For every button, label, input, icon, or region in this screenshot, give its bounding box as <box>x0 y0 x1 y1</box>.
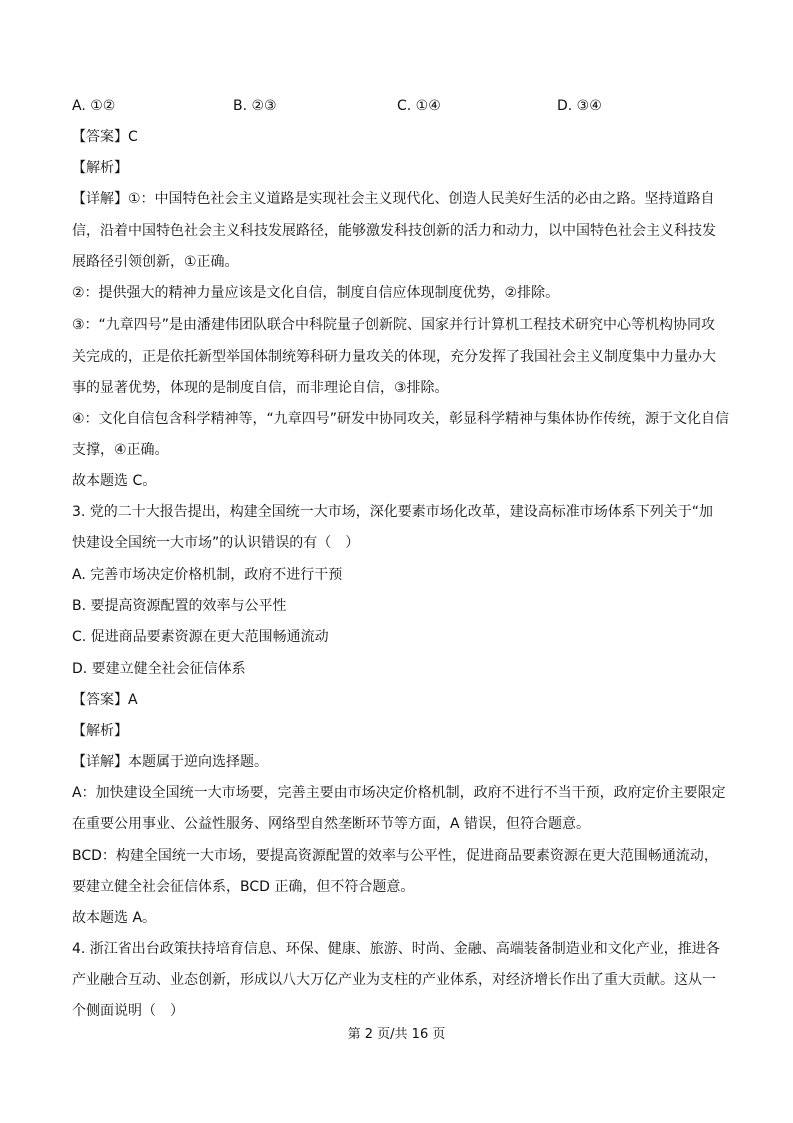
q3-conclusion: 故本题选 A。 <box>72 910 157 926</box>
option-b: B. ②③ <box>233 98 277 114</box>
q3-stem-line: 快建设全国统一大市场”的认识错误的有（ ） <box>72 535 360 551</box>
page-number-footer: 第 2 页/共 16 页 <box>347 1027 446 1042</box>
option-a: A. ①② <box>72 98 116 114</box>
q3-option: B. 要提高资源配置的效率与公平性 <box>72 598 287 614</box>
q3-explanation-line: BCD：构建全国统一大市场，要提高资源配置的效率与公平性，促进商品要素资源在更大范围畅通流动， <box>72 848 718 864</box>
q2-explanation-line: 关完成的，正是依托新型举国体制统筹科研力量攻关的体现，充分发挥了我国社会主义制度集中力量办大 <box>72 349 716 365</box>
q3-stem-line: 3. 党的二十大报告提出，构建全国统一大市场，深化要素市场化改革，建设高标准市场体系下列关于“加 <box>72 504 714 520</box>
option-d: D. ③④ <box>557 98 602 114</box>
q2-explanation-line: 支撑，④正确。 <box>72 442 169 458</box>
q3-answer: 【答案】A <box>72 692 138 708</box>
q3-explanation-line: 在重要公用事业、公益性服务、网络型自然垄断环节等方面，A 错误，但符合题意。 <box>72 816 591 832</box>
q4-stem-line: 产业融合互动、业态创新，形成以八大万亿产业为支柱的产业体系，对经济增长作出了重大贡献。这从一 <box>72 972 716 988</box>
q3-option: D. 要建立健全社会征信体系 <box>72 661 246 677</box>
q2-explanation-line: 事的显著优势，体现的是制度自信，而非理论自信，③排除。 <box>72 380 449 396</box>
q2-analysis-label: 【解析】 <box>72 160 128 176</box>
q2-explanation-line: ④：文化自信包含科学精神等，“九章四号”研发中协同攻关，彰显科学精神与集体协作传统，源于文化自信 <box>72 411 730 427</box>
q3-explanation-line: 【详解】本题属于逆向选择题。 <box>72 754 268 770</box>
q4-stem-line: 个侧面说明（ ） <box>72 1003 184 1019</box>
q3-explanation-line: A：加快建设全国统一大市场要，完善主要由市场决定价格机制，政府不进行不当干预，政府定价主要限定 <box>72 785 726 801</box>
q3-option: A. 完善市场决定价格机制，政府不进行干预 <box>72 567 343 583</box>
q2-explanation-line: 信，沿着中国特色社会主义科技发展路径，能够激发科技创新的活力和动力，以中国特色社会主义科技发 <box>72 223 716 239</box>
q4-stem-line: 4. 浙江省出台政策扶持培育信息、环保、健康、旅游、时尚、金融、高端装备制造业和文化产业，推进各 <box>72 941 720 957</box>
q3-option: C. 促进商品要素资源在更大范围畅通流动 <box>72 629 329 645</box>
q3-explanation-line: 要建立健全社会征信体系，BCD 正确，但不符合题意。 <box>72 879 415 895</box>
q2-explanation-line: ③：“九章四号”是由潘建伟团队联合中科院量子创新院、国家并行计算机工程技术研究中心等机构协同攻 <box>72 317 716 333</box>
q2-explanation-line: ②：提供强大的精神力量应该是文化自信，制度自信应体现制度优势，②排除。 <box>72 285 560 301</box>
q2-conclusion: 故本题选 C。 <box>72 473 157 489</box>
option-c: C. ①④ <box>397 98 441 114</box>
q2-answer: 【答案】C <box>72 129 138 145</box>
q2-explanation-line: 展路径引领创新，①正确。 <box>72 254 239 270</box>
q3-analysis-label: 【解析】 <box>72 723 128 739</box>
q2-explanation-line: 【详解】①：中国特色社会主义道路是实现社会主义现代化、创造人民美好生活的必由之路。坚持道路自 <box>72 191 715 207</box>
